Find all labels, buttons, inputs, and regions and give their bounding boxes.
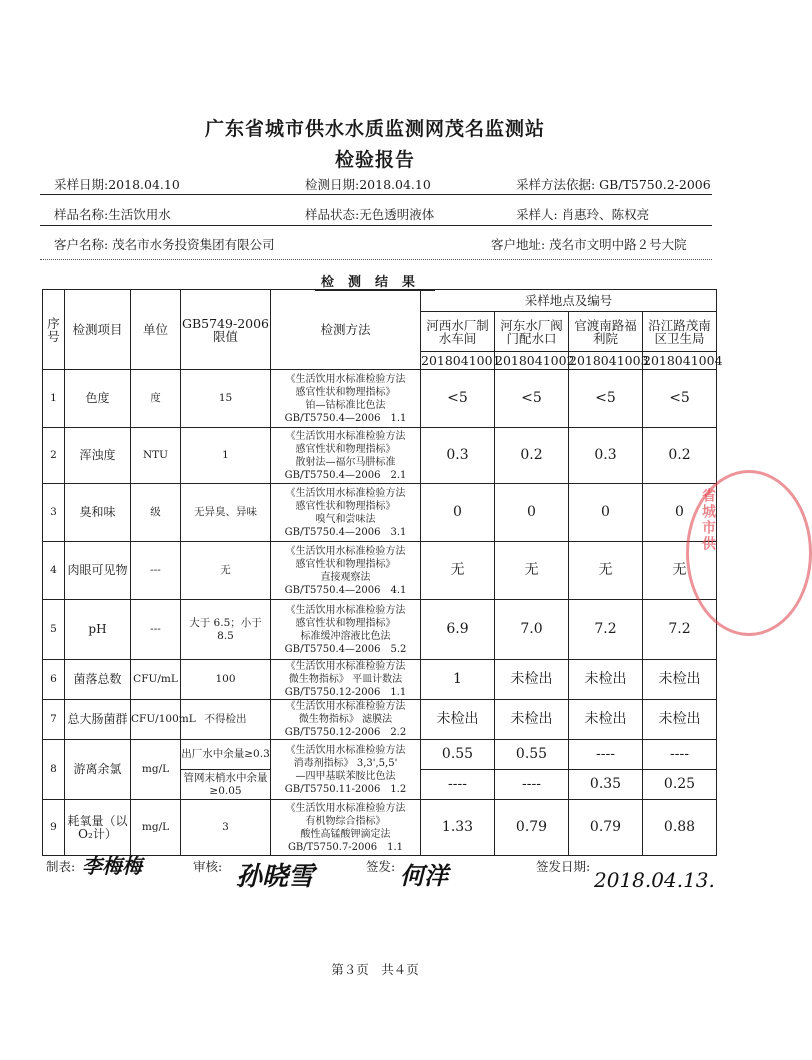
row-item: pH: [65, 600, 131, 660]
site-code: 2018041004: [643, 353, 723, 368]
header-unit: 单位: [131, 290, 181, 370]
divider-1: [40, 194, 712, 195]
method-line: 感官性状和物理指标》: [295, 617, 396, 629]
result-value: 0.2: [495, 428, 569, 484]
row-item: 游离余氯: [65, 740, 131, 800]
method-line: 铂—钴标准比色法: [305, 399, 386, 411]
result-value: 无: [421, 542, 495, 600]
method-line: GB/T5750.4—2006 5.2: [284, 643, 407, 655]
row-unit: CFU/100mL: [131, 700, 181, 740]
table-row: [43, 700, 717, 740]
method-line: 标准缓冲溶液比色法: [300, 630, 391, 642]
result-value: 无: [495, 542, 569, 600]
method-line: GB/T5750.4—2006 4.1: [284, 584, 407, 596]
method-line: —四甲基联苯胺比色法: [295, 770, 396, 782]
method-line: 《生活饮用水标准检验方法: [285, 604, 406, 616]
method-line: 有机物综合指标》: [305, 815, 386, 827]
row-limit: 3: [181, 800, 271, 856]
row-number: 4: [43, 542, 65, 600]
row-limit: 100: [181, 660, 271, 700]
issuer-label: 签发:: [366, 859, 396, 874]
divider-2: [40, 225, 712, 226]
table-row: [43, 370, 717, 428]
row-method: [271, 600, 421, 660]
row-item: 耗氧量（以O₂计）: [65, 800, 131, 856]
row-number: 2: [43, 428, 65, 484]
row-number: 5: [43, 600, 65, 660]
site-code: 2018041002: [495, 353, 575, 368]
result-value: <5: [421, 370, 495, 428]
row-limit: 15: [181, 370, 271, 428]
table-row: [43, 484, 717, 542]
row-method: [271, 542, 421, 600]
method-line: GB/T5750.12-2006 1.1: [284, 687, 407, 698]
result-value: 0.25: [643, 770, 717, 800]
row-limit: 出厂水中余量≥0.3: [181, 740, 271, 770]
result-value: 未检出: [495, 700, 569, 740]
result-value: 7.2: [643, 600, 717, 660]
result-value: 未检出: [569, 660, 643, 700]
row-number: 8: [43, 740, 65, 800]
result-value: 0.3: [569, 428, 643, 484]
stamp-text: 省城市供: [700, 488, 716, 552]
result-value: 7.2: [569, 600, 643, 660]
row-number: 3: [43, 484, 65, 542]
method-line: 《生活饮用水标准检验方法: [285, 701, 406, 712]
method-line: GB/T5750.11-2006 1.2: [284, 783, 407, 795]
row-method: [271, 800, 421, 856]
sampling-date: 采样日期:2018.04.10: [54, 177, 180, 192]
result-value: <5: [569, 370, 643, 428]
site-name: 河东水厂阀门配水口: [495, 312, 569, 352]
method-line: GB/T5750.4—2006 1.1: [284, 412, 407, 424]
method-line: 《生活饮用水标准检验方法: [285, 430, 406, 442]
row-item: 菌落总数: [65, 660, 131, 700]
result-value: 0.2: [643, 428, 717, 484]
method-line: GB/T5750.4—2006 3.1: [284, 526, 407, 538]
method-line: 《生活饮用水标准检验方法: [285, 545, 406, 557]
site-name: 官渡南路福利院: [569, 312, 643, 352]
method-line: 《生活饮用水标准检验方法: [285, 661, 406, 672]
result-value: 6.9: [421, 600, 495, 660]
method-line: 《生活饮用水标准检验方法: [285, 802, 406, 814]
sample-state: 样品状态:无色透明液体: [305, 207, 435, 222]
row-unit: mg/L: [131, 740, 181, 800]
result-value: 0: [421, 484, 495, 542]
row-item: 臭和味: [65, 484, 131, 542]
sample-name: 样品名称:生活饮用水: [54, 207, 171, 222]
method-line: GB/T5750.7-2006 1.1: [287, 841, 404, 853]
method-line: 《生活饮用水标准检验方法: [285, 744, 406, 756]
method-line: 消毒剂指标》 3,3',5,5': [293, 757, 398, 769]
header-seq: 序号: [43, 290, 65, 370]
method-line: 嗅气和尝味法: [315, 513, 376, 525]
result-value: 7.0: [495, 600, 569, 660]
issue-date: 2018.04.13.: [594, 868, 715, 892]
result-value: 未检出: [421, 700, 495, 740]
row-unit: ---: [131, 542, 181, 600]
row-limit: 不得检出: [181, 700, 271, 740]
row-method: [271, 660, 421, 700]
result-value: ----: [421, 770, 495, 800]
result-value: 0.3: [421, 428, 495, 484]
result-value: ----: [495, 770, 569, 800]
result-value: 0: [643, 484, 717, 542]
row-item: 色度: [65, 370, 131, 428]
result-value: 0: [495, 484, 569, 542]
site-code: 2018041003: [569, 353, 649, 368]
method-line: GB/T5750.4—2006 2.1: [284, 469, 407, 481]
row-item: 肉眼可见物: [65, 542, 131, 600]
row-limit: 无: [181, 542, 271, 600]
row-unit: 级: [131, 484, 181, 542]
row-item: 浑浊度: [65, 428, 131, 484]
method-line: 散射法—福尔马肼标准: [295, 456, 396, 468]
row-method: [271, 484, 421, 542]
method-line: 感官性状和物理指标》: [295, 558, 396, 570]
result-value: 1.33: [421, 800, 495, 856]
result-value: ----: [569, 740, 643, 770]
result-value: 未检出: [643, 700, 717, 740]
row-unit: 度: [131, 370, 181, 428]
result-value: 1: [421, 660, 495, 700]
divider-3: [40, 259, 712, 260]
row-method: [271, 428, 421, 484]
row-limit: 管网末梢水中余量≥0.05: [181, 770, 271, 800]
reviewer-signature: 孙晓雪: [236, 862, 315, 892]
client-name: 客户名称: 茂名市水务投资集团有限公司: [54, 237, 275, 252]
issuer-signature: 何洋: [400, 861, 448, 890]
result-value: 未检出: [495, 660, 569, 700]
sampler: 采样人: 肖惠玲、陈权亮: [516, 207, 650, 222]
method-line: 微生物指标》 滤膜法: [298, 714, 393, 725]
result-value: 0.79: [569, 800, 643, 856]
row-number: 6: [43, 660, 65, 700]
result-value: 0.88: [643, 800, 717, 856]
sampling-method: 采样方法依据: GB/T5750.2-2006: [516, 177, 711, 192]
test-date: 检测日期:2018.04.10: [305, 177, 431, 192]
result-value: 0.79: [495, 800, 569, 856]
row-unit: NTU: [131, 428, 181, 484]
result-value: ----: [643, 740, 717, 770]
result-value: 未检出: [569, 700, 643, 740]
page-footer: 第３页 共４页: [331, 962, 419, 977]
method-line: GB/T5750.12-2006 2.2: [284, 727, 407, 738]
row-limit: 1: [181, 428, 271, 484]
result-value: 0.55: [421, 740, 495, 770]
method-line: 直接观察法: [320, 571, 371, 583]
client-address: 客户地址: 茂名市文明中路２号大院: [491, 237, 687, 252]
method-line: 感官性状和物理指标》: [295, 386, 396, 398]
table-row: [43, 542, 717, 600]
maker-label: 制表:: [46, 859, 76, 874]
row-unit: CFU/mL: [131, 660, 181, 700]
site-code: 2018041001: [421, 353, 501, 368]
result-value: 无: [643, 542, 717, 600]
method-line: 感官性状和物理指标》: [295, 500, 396, 512]
header-method: 检测方法: [271, 290, 421, 370]
method-line: 《生活饮用水标准检验方法: [285, 373, 406, 385]
header-item: 检测项目: [65, 290, 131, 370]
result-value: 0.35: [569, 770, 643, 800]
result-value: 0.55: [495, 740, 569, 770]
row-unit: mg/L: [131, 800, 181, 856]
row-unit: ---: [131, 600, 181, 660]
row-item: 总大肠菌群: [65, 700, 131, 740]
table-row: [43, 660, 717, 700]
result-value: 0: [569, 484, 643, 542]
row-method: [271, 740, 421, 800]
report-title: 广东省城市供水水质监测网茂名监测站: [204, 118, 545, 140]
site-name: 沿江路茂南区卫生局: [643, 312, 717, 352]
result-value: <5: [495, 370, 569, 428]
row-number: 1: [43, 370, 65, 428]
results-title: 检测结果: [0, 271, 750, 290]
reviewer-label: 审核:: [193, 859, 223, 874]
report-subtitle: 检验报告: [334, 149, 415, 171]
row-number: 7: [43, 700, 65, 740]
site-name: 河西水厂制水车间: [421, 312, 495, 352]
table-row: [43, 428, 717, 484]
method-line: 感官性状和物理指标》: [295, 443, 396, 455]
row-method: [271, 370, 421, 428]
method-line: 微生物指标》 平皿计数法: [288, 674, 403, 685]
results-table: [42, 289, 723, 856]
row-limit: 大于 6.5；小于 8.5: [181, 600, 271, 660]
row-number: 9: [43, 800, 65, 856]
header-limit: GB5749-2006限值: [181, 290, 271, 370]
result-value: 未检出: [643, 660, 717, 700]
header-sites: 采样地点及编号: [421, 290, 717, 312]
table-row: [43, 600, 717, 660]
row-limit: 无异臭、异味: [181, 484, 271, 542]
result-value: 无: [569, 542, 643, 600]
maker-signature: 李梅梅: [82, 854, 142, 878]
row-method: [271, 700, 421, 740]
method-line: 酸性高锰酸钾滴定法: [300, 828, 391, 840]
issue-date-label: 签发日期:: [536, 859, 591, 874]
method-line: 《生活饮用水标准检验方法: [285, 487, 406, 499]
result-value: <5: [643, 370, 717, 428]
